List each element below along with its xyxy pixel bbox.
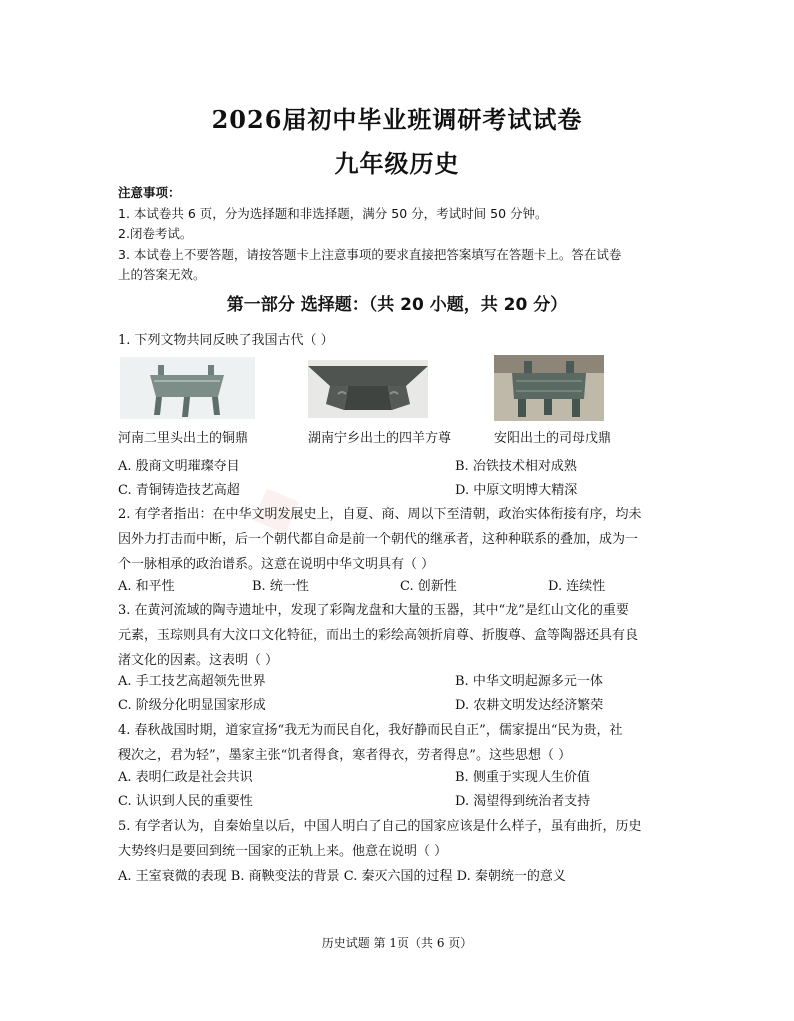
- notes-item: 3. 本试卷上不要答题，请按答题卡上注意事项的要求直接把答案填写在答题卡上。答在试卷: [118, 246, 622, 262]
- option-a: A. 和平性: [118, 579, 175, 594]
- option-d: D. 农耕文明发达经济繁荣: [455, 698, 604, 713]
- notes-heading: 注意事项：: [118, 185, 181, 200]
- image-caption: 安阳出土的司母戊鼎: [494, 431, 612, 446]
- option-c: C. 创新性: [400, 579, 457, 594]
- question-4: [118, 718, 678, 768]
- option-c: C. 阶级分化明显国家形成: [118, 698, 266, 713]
- option-c: C. 青铜铸造技艺高超: [118, 483, 240, 498]
- question-line: 渚文化的因素。这表明（ ）: [118, 653, 279, 668]
- question-line: 4. 春秋战国时期，道家宣扬“我无为而民自化，我好静而民自正”，儒家提出“民为贵，社: [118, 723, 623, 738]
- exam-subtitle: 九年级历史: [334, 149, 460, 178]
- option-b: B. 中华文明起源多元一体: [455, 674, 603, 689]
- option-d: D. 中原文明博大精深: [455, 483, 578, 498]
- notes-block: [118, 183, 678, 286]
- option-b: B. 侧重于实现人生价值: [455, 770, 590, 785]
- question-line: 5. 有学者认为，自秦始皇以后，中国人明白了自己的国家应该是什么样子，虽有曲折，历史: [118, 819, 642, 834]
- option-a: A. 表明仁政是社会共识: [118, 770, 253, 785]
- four-goat-square-zun-image: [308, 360, 428, 418]
- option-d: D. 连续性: [548, 579, 606, 594]
- page-footer: 历史试题 第 1页（共 6 页）: [321, 936, 473, 950]
- notes-item: 1. 本试卷共 6 页，分为选择题和非选择题，满分 50 分，考试时间 50 分钟。: [118, 205, 548, 221]
- question-line: 因外力打击而中断，后一个朝代都自命是前一个朝代的继承者，这种种联系的叠加，成为一: [118, 532, 639, 547]
- option-b: B. 冶铁技术相对成熟: [455, 459, 577, 474]
- image-caption: 河南二里头出土的铜鼎: [118, 431, 249, 446]
- option-c: C. 认识到人民的重要性: [118, 794, 253, 809]
- option-b: B. 统一性: [252, 579, 309, 594]
- question-5: [118, 814, 678, 889]
- question-4-options: [118, 766, 678, 814]
- option-a: A. 手工技艺高超领先世界: [118, 674, 266, 689]
- question-5-options: A. 王室衰微的表现 B. 商鞅变法的背景 C. 秦灭六国的过程 D. 秦朝统一的意义: [118, 869, 566, 884]
- question-stem: 1. 下列文物共同反映了我国古代（ ）: [118, 333, 334, 348]
- bronze-ding-erlitou-image: [120, 357, 255, 419]
- option-a: A. 殷商文明璀璨夺目: [118, 459, 240, 474]
- simuwu-ding-image: [494, 355, 604, 421]
- question-2-options: [118, 575, 678, 599]
- question-line: 稷次之，君为轻”，墨家主张“饥者得食，寒者得衣，劳者得息”。这些思想（ ）: [118, 748, 572, 763]
- question-1-options: [118, 455, 678, 503]
- question-line: 大势终归是要回到统一国家的正轨上来。他意在说明（ ）: [118, 844, 448, 859]
- notes-item: 上的答案无效。: [118, 267, 206, 282]
- question-line: 3. 在黄河流域的陶寺遗址中，发现了彩陶龙盘和大量的玉器，其中“龙”是红山文化的重要: [118, 603, 629, 618]
- image-caption: 湖南宁乡出土的四羊方尊: [308, 431, 452, 446]
- question-line: 个一脉相承的政治谱系。这意在说明中华文明具有（ ）: [118, 557, 435, 572]
- question-line: 2. 有学者指出：在中华文明发展史上，自夏、商、周以下至清朝，政治实体衔接有序，均未: [118, 507, 642, 522]
- question-1: [118, 328, 678, 353]
- question-3-options: [118, 670, 678, 718]
- section-title: 第一部分 选择题：（共 20 小题，共 20 分）: [226, 295, 568, 315]
- question-line: 元素，玉琮则具有大汶口文化特征，而出土的彩绘高领折肩尊、折腹尊、盒等陶器还具有良: [118, 628, 639, 643]
- option-d: D. 渴望得到统治者支持: [455, 794, 591, 809]
- watermark: ◆: [237, 463, 312, 551]
- notes-item: 2.闭卷考试。: [118, 226, 193, 241]
- question-2: [118, 502, 678, 577]
- exam-title: 2026届初中毕业班调研考试试卷: [211, 105, 583, 134]
- question-3: [118, 598, 678, 673]
